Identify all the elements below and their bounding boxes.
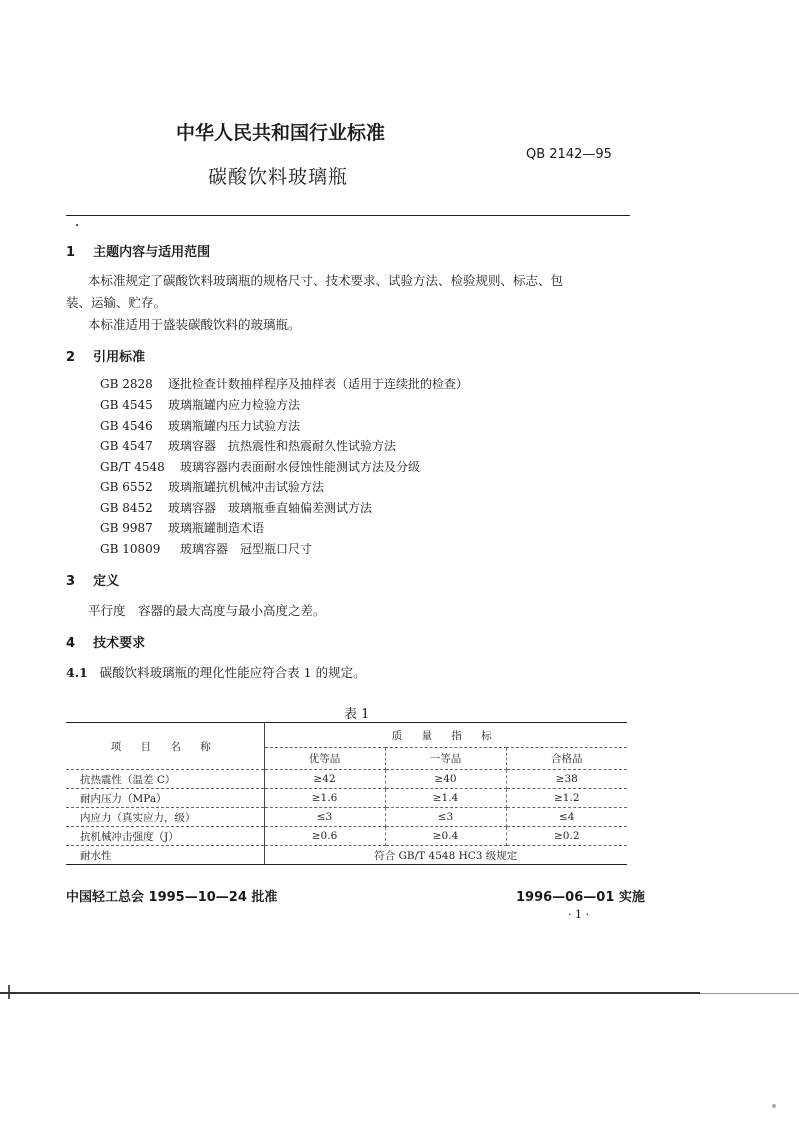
reference-item xyxy=(100,417,300,434)
reference-code: GB/T 4548 xyxy=(100,460,165,474)
table-row xyxy=(66,789,627,808)
row-value: ≥1.4 xyxy=(385,789,506,808)
reference-item xyxy=(100,375,468,392)
reference-item xyxy=(100,519,264,536)
section-number: 1 xyxy=(66,245,76,260)
row-value: ≤3 xyxy=(264,808,385,827)
section-1-para1-line1: 本标准规定了碳酸饮料玻璃瓶的规格尺寸、技术要求、试验方法、检验规则、标志、包 xyxy=(88,273,564,288)
table-caption: 表 1 xyxy=(344,707,370,722)
section-number: 2 xyxy=(66,350,76,365)
table-row xyxy=(66,827,627,846)
grade-header: 合格品 xyxy=(506,748,627,770)
reference-code: GB 10809 xyxy=(100,542,161,556)
reference-item xyxy=(100,499,372,516)
reference-title: 玻璃瓶罐抗机械冲击试验方法 xyxy=(168,480,325,494)
document-title: 碳酸饮料玻璃瓶 xyxy=(208,166,349,188)
section-3-heading xyxy=(66,570,119,589)
section-2-heading xyxy=(66,346,145,365)
grade-header: 优等品 xyxy=(264,748,385,770)
table-row xyxy=(66,770,627,789)
quality-header: 质 量 指 标 xyxy=(264,723,627,748)
row-value: ≥1.2 xyxy=(506,789,627,808)
grade-header: 一等品 xyxy=(385,748,506,770)
scan-bottom-edge-faint xyxy=(700,993,799,994)
reference-code: GB 4547 xyxy=(100,439,153,453)
row-item: 耐水性 xyxy=(66,846,264,865)
row-item: 耐内压力（MPa） xyxy=(66,789,264,808)
clause-number: 4.1 xyxy=(66,665,88,680)
row-value: ≥0.6 xyxy=(264,827,385,846)
section-title: 引用标准 xyxy=(93,350,146,365)
header-rule xyxy=(66,215,630,216)
section-1-para1-line2: 装、运输、贮存。 xyxy=(66,295,167,310)
scan-speck xyxy=(76,224,78,226)
table-row-last xyxy=(66,846,627,865)
row-value-merged: 符合 GB/T 4548 HC3 级规定 xyxy=(264,846,627,865)
row-value: ≤3 xyxy=(385,808,506,827)
row-item: 抗机械冲击强度（J） xyxy=(66,827,264,846)
reference-code: GB 4545 xyxy=(100,398,153,412)
reference-title: 玻璃容器 冠型瓶口尺寸 xyxy=(180,542,313,556)
reference-title: 玻璃容器 玻璃瓶垂直轴偏差测试方法 xyxy=(168,501,373,515)
reference-title: 玻璃瓶罐制造术语 xyxy=(168,521,265,535)
page-number: · 1 · xyxy=(568,908,589,921)
reference-title: 玻璃容器 抗热震性和热震耐久性试验方法 xyxy=(168,439,397,453)
standard-title: 中华人民共和国行业标准 xyxy=(176,122,386,144)
section-title: 主题内容与适用范围 xyxy=(93,245,211,260)
reference-title: 玻璃瓶罐内压力试验方法 xyxy=(168,419,301,433)
row-item: 内应力（真实应力，级） xyxy=(66,808,264,827)
reference-title: 玻璃容器内表面耐水侵蚀性能测试方法及分级 xyxy=(180,460,421,474)
reference-code: GB 4546 xyxy=(100,419,153,433)
reference-code: GB 9987 xyxy=(100,521,153,535)
clause-4-1 xyxy=(66,663,366,681)
reference-item xyxy=(100,458,420,475)
reference-item xyxy=(100,396,300,413)
table-header-row xyxy=(66,723,627,748)
section-number: 4 xyxy=(66,636,76,651)
row-value: ≥40 xyxy=(385,770,506,789)
approval-line: 中国轻工总会 1995—10—24 批准 xyxy=(66,890,278,905)
row-value: ≥0.2 xyxy=(506,827,627,846)
section-1-heading xyxy=(66,241,210,260)
row-value: ≥42 xyxy=(264,770,385,789)
standard-code: QB 2142—95 xyxy=(526,147,612,162)
table-row xyxy=(66,808,627,827)
reference-code: GB 6552 xyxy=(100,480,153,494)
reference-code: GB 2828 xyxy=(100,377,153,391)
section-number: 3 xyxy=(66,574,76,589)
scan-bottom-edge xyxy=(0,992,700,994)
section-title: 定义 xyxy=(93,574,120,589)
reference-title: 玻璃瓶罐内应力检验方法 xyxy=(168,398,301,412)
reference-code: GB 8452 xyxy=(100,501,153,515)
reference-item xyxy=(100,540,312,557)
row-item: 抗热震性（温差 C） xyxy=(66,770,264,789)
section-4-heading xyxy=(66,632,145,651)
reference-title: 逐批检查计数抽样程序及抽样表（适用于连续批的检查） xyxy=(168,377,469,391)
reference-item xyxy=(100,478,324,495)
reference-item xyxy=(100,437,396,454)
clause-text: 碳酸饮料玻璃瓶的理化性能应符合表 1 的规定。 xyxy=(99,665,366,680)
spec-table xyxy=(66,722,627,865)
row-value: ≥0.4 xyxy=(385,827,506,846)
effective-date: 1996—06—01 实施 xyxy=(516,890,645,905)
row-value: ≥1.6 xyxy=(264,789,385,808)
scan-dot xyxy=(772,1104,776,1108)
section-title: 技术要求 xyxy=(93,636,146,651)
item-header: 项 目 名 称 xyxy=(66,723,264,770)
section-1-para2: 本标准适用于盛装碳酸饮料的玻璃瓶。 xyxy=(88,317,301,332)
row-value: ≥38 xyxy=(506,770,627,789)
row-value: ≤4 xyxy=(506,808,627,827)
definition-text: 平行度 容器的最大高度与最小高度之差。 xyxy=(88,603,326,618)
